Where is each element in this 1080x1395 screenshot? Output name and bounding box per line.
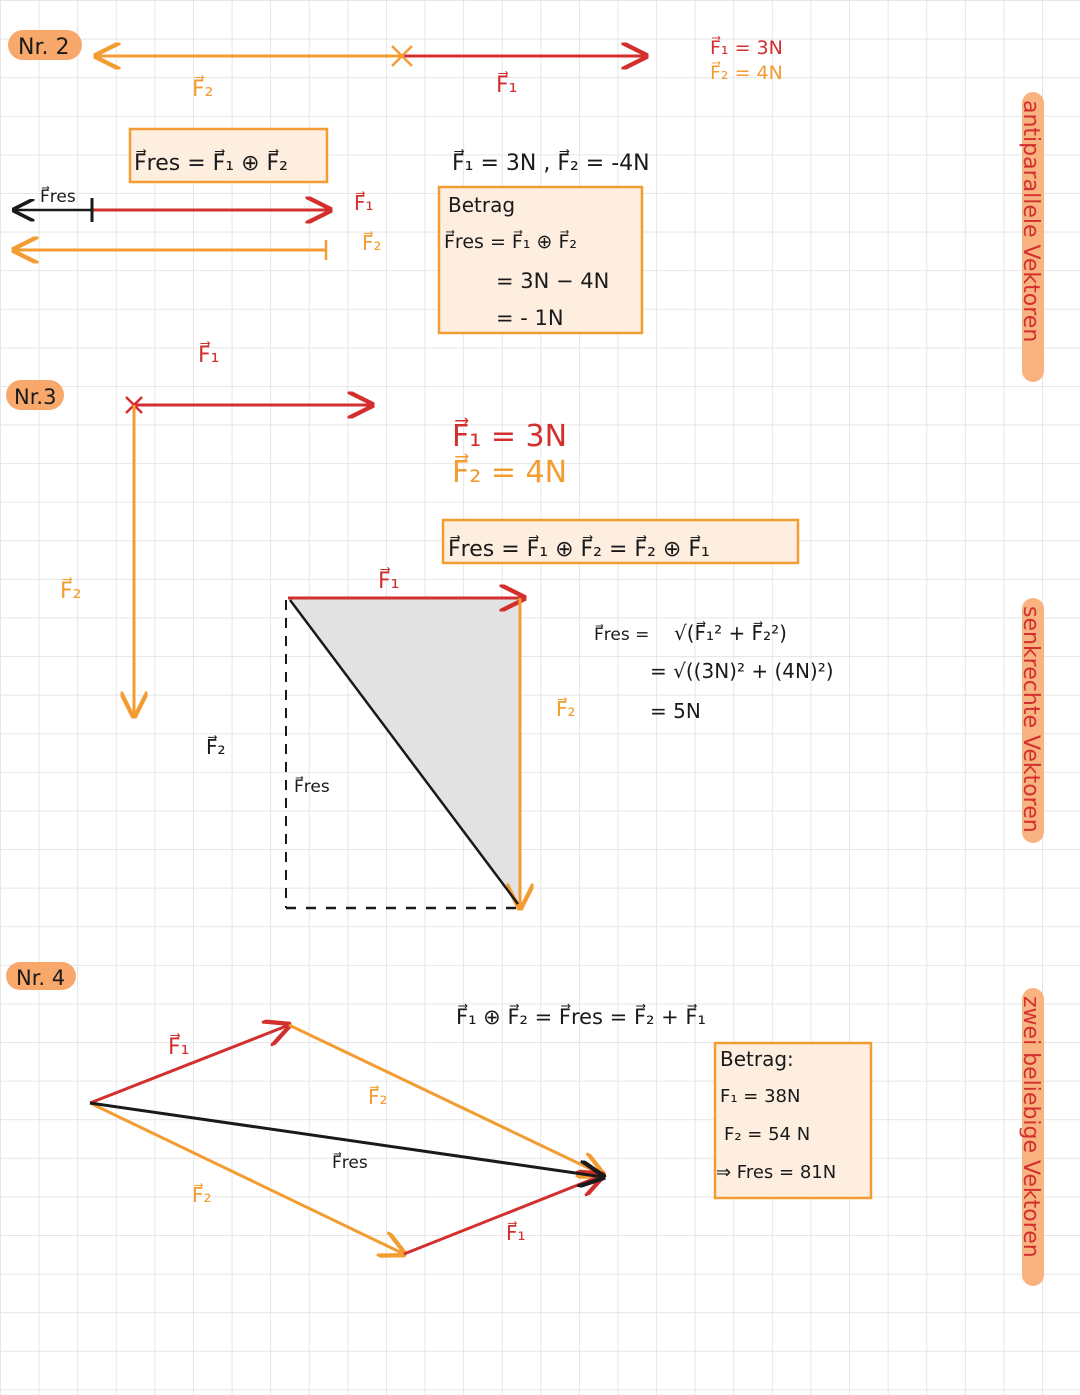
nr2-side-label: antiparallele Vektoren [1018, 100, 1043, 343]
nr3-tri-f2-right-label: F⃗₂ [556, 697, 576, 721]
nr3-calc-lhs: F⃗res = [594, 625, 650, 645]
nr2-betrag-line3: = - 1N [496, 306, 564, 330]
nr3-given-f2: F⃗₂ = 4N [452, 455, 568, 490]
nr2-arrow-f1-label: F⃗₁ [496, 73, 518, 98]
nr3-calc-line2: = √((3N)² + (4N)²) [650, 659, 834, 683]
nr2-values-line: F⃗₁ = 3N , F⃗₂ = -4N [452, 151, 650, 176]
nr4-label-f2-top: F⃗₂ [368, 1085, 388, 1109]
section-nr2 [8, 30, 1044, 382]
nr4-betrag-line2: F₂ = 54 N [724, 1124, 811, 1145]
nr3-tri-f1-label: F⃗₁ [378, 569, 400, 594]
nr3-tag: Nr.3 [14, 385, 57, 409]
nr3-tri-fres-label: F⃗res [294, 777, 330, 797]
nr4-f1-top-arrow [90, 1025, 289, 1103]
nr4-label-f1-top: F⃗₁ [168, 1035, 190, 1060]
nr4-f1-bottom-arrow [404, 1175, 603, 1254]
nr4-label-f1-bottom: F⃗₁ [506, 1221, 526, 1245]
nr3-label-f1-top: F⃗₁ [198, 343, 220, 368]
nr2-given-f1: F⃗₁ = 3N [710, 37, 783, 59]
nr3-formula: F⃗res = F⃗₁ ⊕ F⃗₂ = F⃗₂ ⊕ F⃗₁ [448, 537, 710, 562]
nr4-formula: F⃗₁ ⊕ F⃗₂ = F⃗res = F⃗₂ + F⃗₁ [456, 1005, 706, 1029]
nr4-label-fres: F⃗res [332, 1153, 368, 1173]
section-nr4 [6, 962, 1044, 1286]
nr4-tag: Nr. 4 [16, 966, 66, 990]
nr2-betrag-title: Betrag [448, 193, 516, 217]
nr2-tag: Nr. 2 [18, 35, 70, 60]
nr2-label-fres: F⃗res [40, 187, 76, 207]
nr4-betrag-line3: ⇒ Fres = 81N [716, 1162, 837, 1183]
nr2-arrow-f2-label: F⃗₂ [192, 77, 214, 102]
nr2-label-f1: F⃗₁ [354, 191, 374, 215]
section-nr3 [6, 341, 1044, 908]
nr2-given-f2: F⃗₂ = 4N [710, 62, 783, 84]
nr3-given-f1: F⃗₁ = 3N [452, 419, 568, 454]
nr4-label-f2-bottom: F⃗₂ [192, 1183, 212, 1207]
nr3-label-f2-left: F⃗₂ [60, 579, 82, 604]
nr3-calc-line3: = 5N [650, 699, 701, 723]
nr3-calc-line1: √(F⃗₁² + F⃗₂²) [674, 621, 787, 645]
nr2-formula: F⃗res = F⃗₁ ⊕ F⃗₂ [134, 151, 288, 176]
nr4-betrag-line1: F₁ = 38N [720, 1086, 801, 1107]
nr3-tri-f2-left-label: F⃗₂ [206, 735, 226, 759]
nr3-side-label: senkrechte Vektoren [1018, 606, 1043, 833]
nr2-betrag-line1: F⃗res = F⃗₁ ⊕ F⃗₂ [444, 231, 577, 253]
nr4-side-label: zwei beliebige Vektoren [1018, 996, 1043, 1258]
nr4-betrag-title: Betrag: [720, 1047, 794, 1071]
nr2-betrag-line2: = 3N − 4N [496, 269, 610, 293]
nr2-label-f2: F⃗₂ [362, 231, 382, 255]
